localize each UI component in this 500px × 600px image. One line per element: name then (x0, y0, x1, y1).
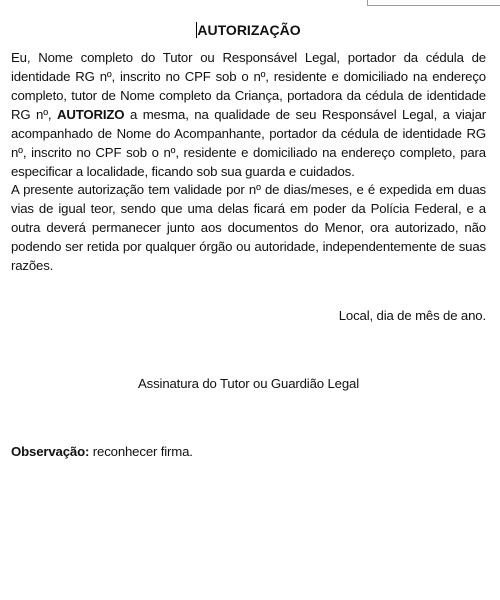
observation-text: reconhecer firma. (89, 444, 193, 459)
document-title-line (11, 22, 486, 38)
observation-line (11, 442, 193, 461)
authorization-paragraph (11, 48, 486, 181)
paragraph-text-start: Eu, Nome completo do Tutor ou Responsável Legal, portador da cédula de identidade RG nº, inscrito no CPF sob o nº, residente e domiciliado na endereço completo, tutor de Nome completo da Criança, portadora da cédula de identidade RG nº, (11, 50, 486, 122)
signature-line: Assinatura do Tutor ou Guardião Legal (138, 376, 359, 391)
document-title: AUTORIZAÇÃO (197, 22, 301, 38)
validity-paragraph: A presente autorização tem validade por nº de dias/meses, e é expedida em duas vias de igual teor, sendo que uma delas ficará em poder da Polícia Federal, e a outra deverá permanecer junto aos documentos do Menor, ora autorizado, não podendo ser retida por qualquer órgão ou autoridade, independentemente de suas razões. (11, 182, 486, 273)
corner-frame (367, 0, 500, 6)
authorize-keyword: AUTORIZO (56, 107, 125, 122)
place-date-line: Local, dia de mês de ano. (338, 308, 486, 323)
observation-label: Observação: (11, 444, 90, 459)
paragraph-text-end: a mesma, na qualidade de seu Responsável Legal, a viajar acompanhado de Nome do Acompanhante, portador da cédula de identidade RG nº, inscrito no CPF sob o nº, residente e domiciliado na endereço completo, para especificar a localidade, ficando sob sua guarda e cuidados. (11, 107, 487, 179)
